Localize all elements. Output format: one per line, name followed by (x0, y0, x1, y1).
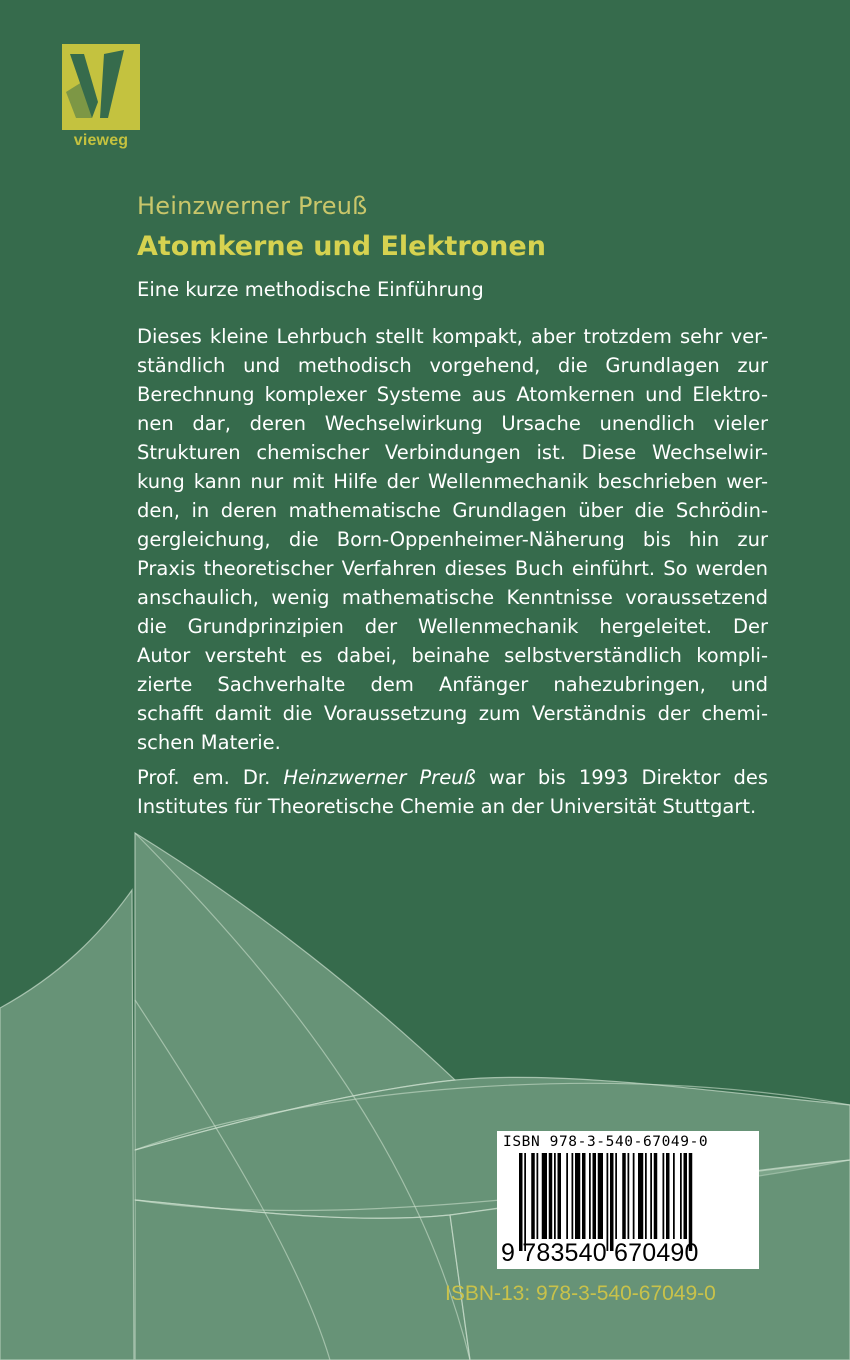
blurb-line: gergleichung, die Born-Oppenheimer-Näherung bis hin zur (137, 528, 768, 551)
blurb-line: kung kann nur mit Hilfe der Wellenmechanik beschrieben wer- (137, 470, 768, 493)
barcode-bar (537, 1153, 539, 1239)
barcode-bar (589, 1153, 591, 1239)
blurb-line: Dieses kleine Lehrbuch stellt kompakt, aber trotzdem sehr ver- (137, 325, 768, 348)
barcode-bar (610, 1153, 614, 1251)
book-subtitle: Eine kurze methodische Einführung (137, 278, 484, 301)
barcode-bar (558, 1153, 562, 1239)
blurb-line: nen dar, deren Wechselwirkung Ursache unendlich vieler (137, 412, 768, 435)
blurb-line: Autor versteht es dabei, beinahe selbstverständlich kompli- (137, 644, 768, 667)
barcode-bar (572, 1153, 574, 1239)
blurb-line: die Grundprinzipien der Wellenmechanik hergeleitet. Der (137, 615, 768, 638)
barcode-digits: 9 783540 670490 (501, 1239, 699, 1267)
barcode-bar (622, 1153, 626, 1239)
barcode-bar (638, 1153, 643, 1239)
barcode-bar (689, 1153, 693, 1251)
barcode (497, 1131, 759, 1269)
barcode-bar (680, 1153, 682, 1239)
barcode-bar (531, 1153, 535, 1239)
barcode-bar (554, 1153, 556, 1239)
blurb-line: zierte Sachverhalte dem Anfänger nahezubringen, und (137, 673, 768, 696)
blurb-line: Strukturen chemischer Verbindungen ist. Diese Wechselwir- (137, 441, 768, 464)
blurb-line: den, in deren mathematische Grundlagen über die Schrödin- (137, 499, 768, 522)
blurb-line: schafft damit die Voraussetzung zum Verständnis der chemi- (137, 702, 768, 725)
publisher-logo (62, 44, 140, 156)
isbn-13: ISBN-13: 978-3-540-67049-0 (445, 1282, 716, 1305)
blurb-line: schen Materie. (137, 731, 281, 754)
barcode-bar (607, 1153, 609, 1251)
bio-line-1 (137, 763, 768, 792)
author-name: Heinzwerner Preuß (137, 192, 368, 220)
curve-shape-left (0, 890, 134, 1360)
barcode-bar (593, 1153, 597, 1239)
book-title: Atomkerne und Elektronen (137, 231, 546, 262)
blurb-line: Praxis theoretischer Verfahren dieses Buch einführt. So werden (137, 557, 768, 580)
barcode-bar (633, 1153, 635, 1239)
author-bio (137, 763, 768, 821)
curve-shape-lower (135, 1200, 470, 1360)
barcode-bar (615, 1153, 617, 1239)
barcode-bar (684, 1153, 688, 1239)
barcode-isbn-text: ISBN 978-3-540-67049-0 (503, 1134, 709, 1150)
barcode-bar (575, 1153, 580, 1239)
barcode-bar (645, 1153, 647, 1239)
barcode-bar (524, 1153, 526, 1251)
barcode-bar (628, 1153, 630, 1239)
barcode-bar (666, 1153, 670, 1239)
publisher-logo-text: vieweg (73, 132, 129, 149)
blurb-text (137, 322, 768, 757)
blurb-line: anschaulich, wenig mathematische Kenntnisse voraussetzend (137, 586, 768, 609)
barcode-bar (519, 1153, 523, 1251)
bio-line-2: Institutes für Theoretische Chemie an der Universität Stuttgart. (137, 795, 757, 818)
barcode-bar (598, 1153, 603, 1239)
bio-prefix: Prof. em. Dr. (137, 766, 284, 789)
barcode-bar (566, 1153, 568, 1239)
vieweg-v-icon (62, 44, 140, 134)
barcode-bar (663, 1153, 665, 1239)
barcode-bar (673, 1153, 675, 1239)
bio-rest: war bis 1993 Direktor des (475, 766, 768, 789)
barcode-bar (650, 1153, 652, 1239)
blurb-line: Berechnung komplexer Systeme aus Atomkernen und Elektro- (137, 383, 768, 406)
blurb-line: ständlich und methodisch vorgehend, die Grundlagen zur (137, 354, 768, 377)
barcode-bar (654, 1153, 658, 1239)
bio-author-name: Heinzwerner Preuß (283, 766, 476, 789)
barcode-bar (542, 1153, 547, 1239)
barcode-bar (582, 1153, 586, 1239)
barcode-bar (549, 1153, 553, 1239)
